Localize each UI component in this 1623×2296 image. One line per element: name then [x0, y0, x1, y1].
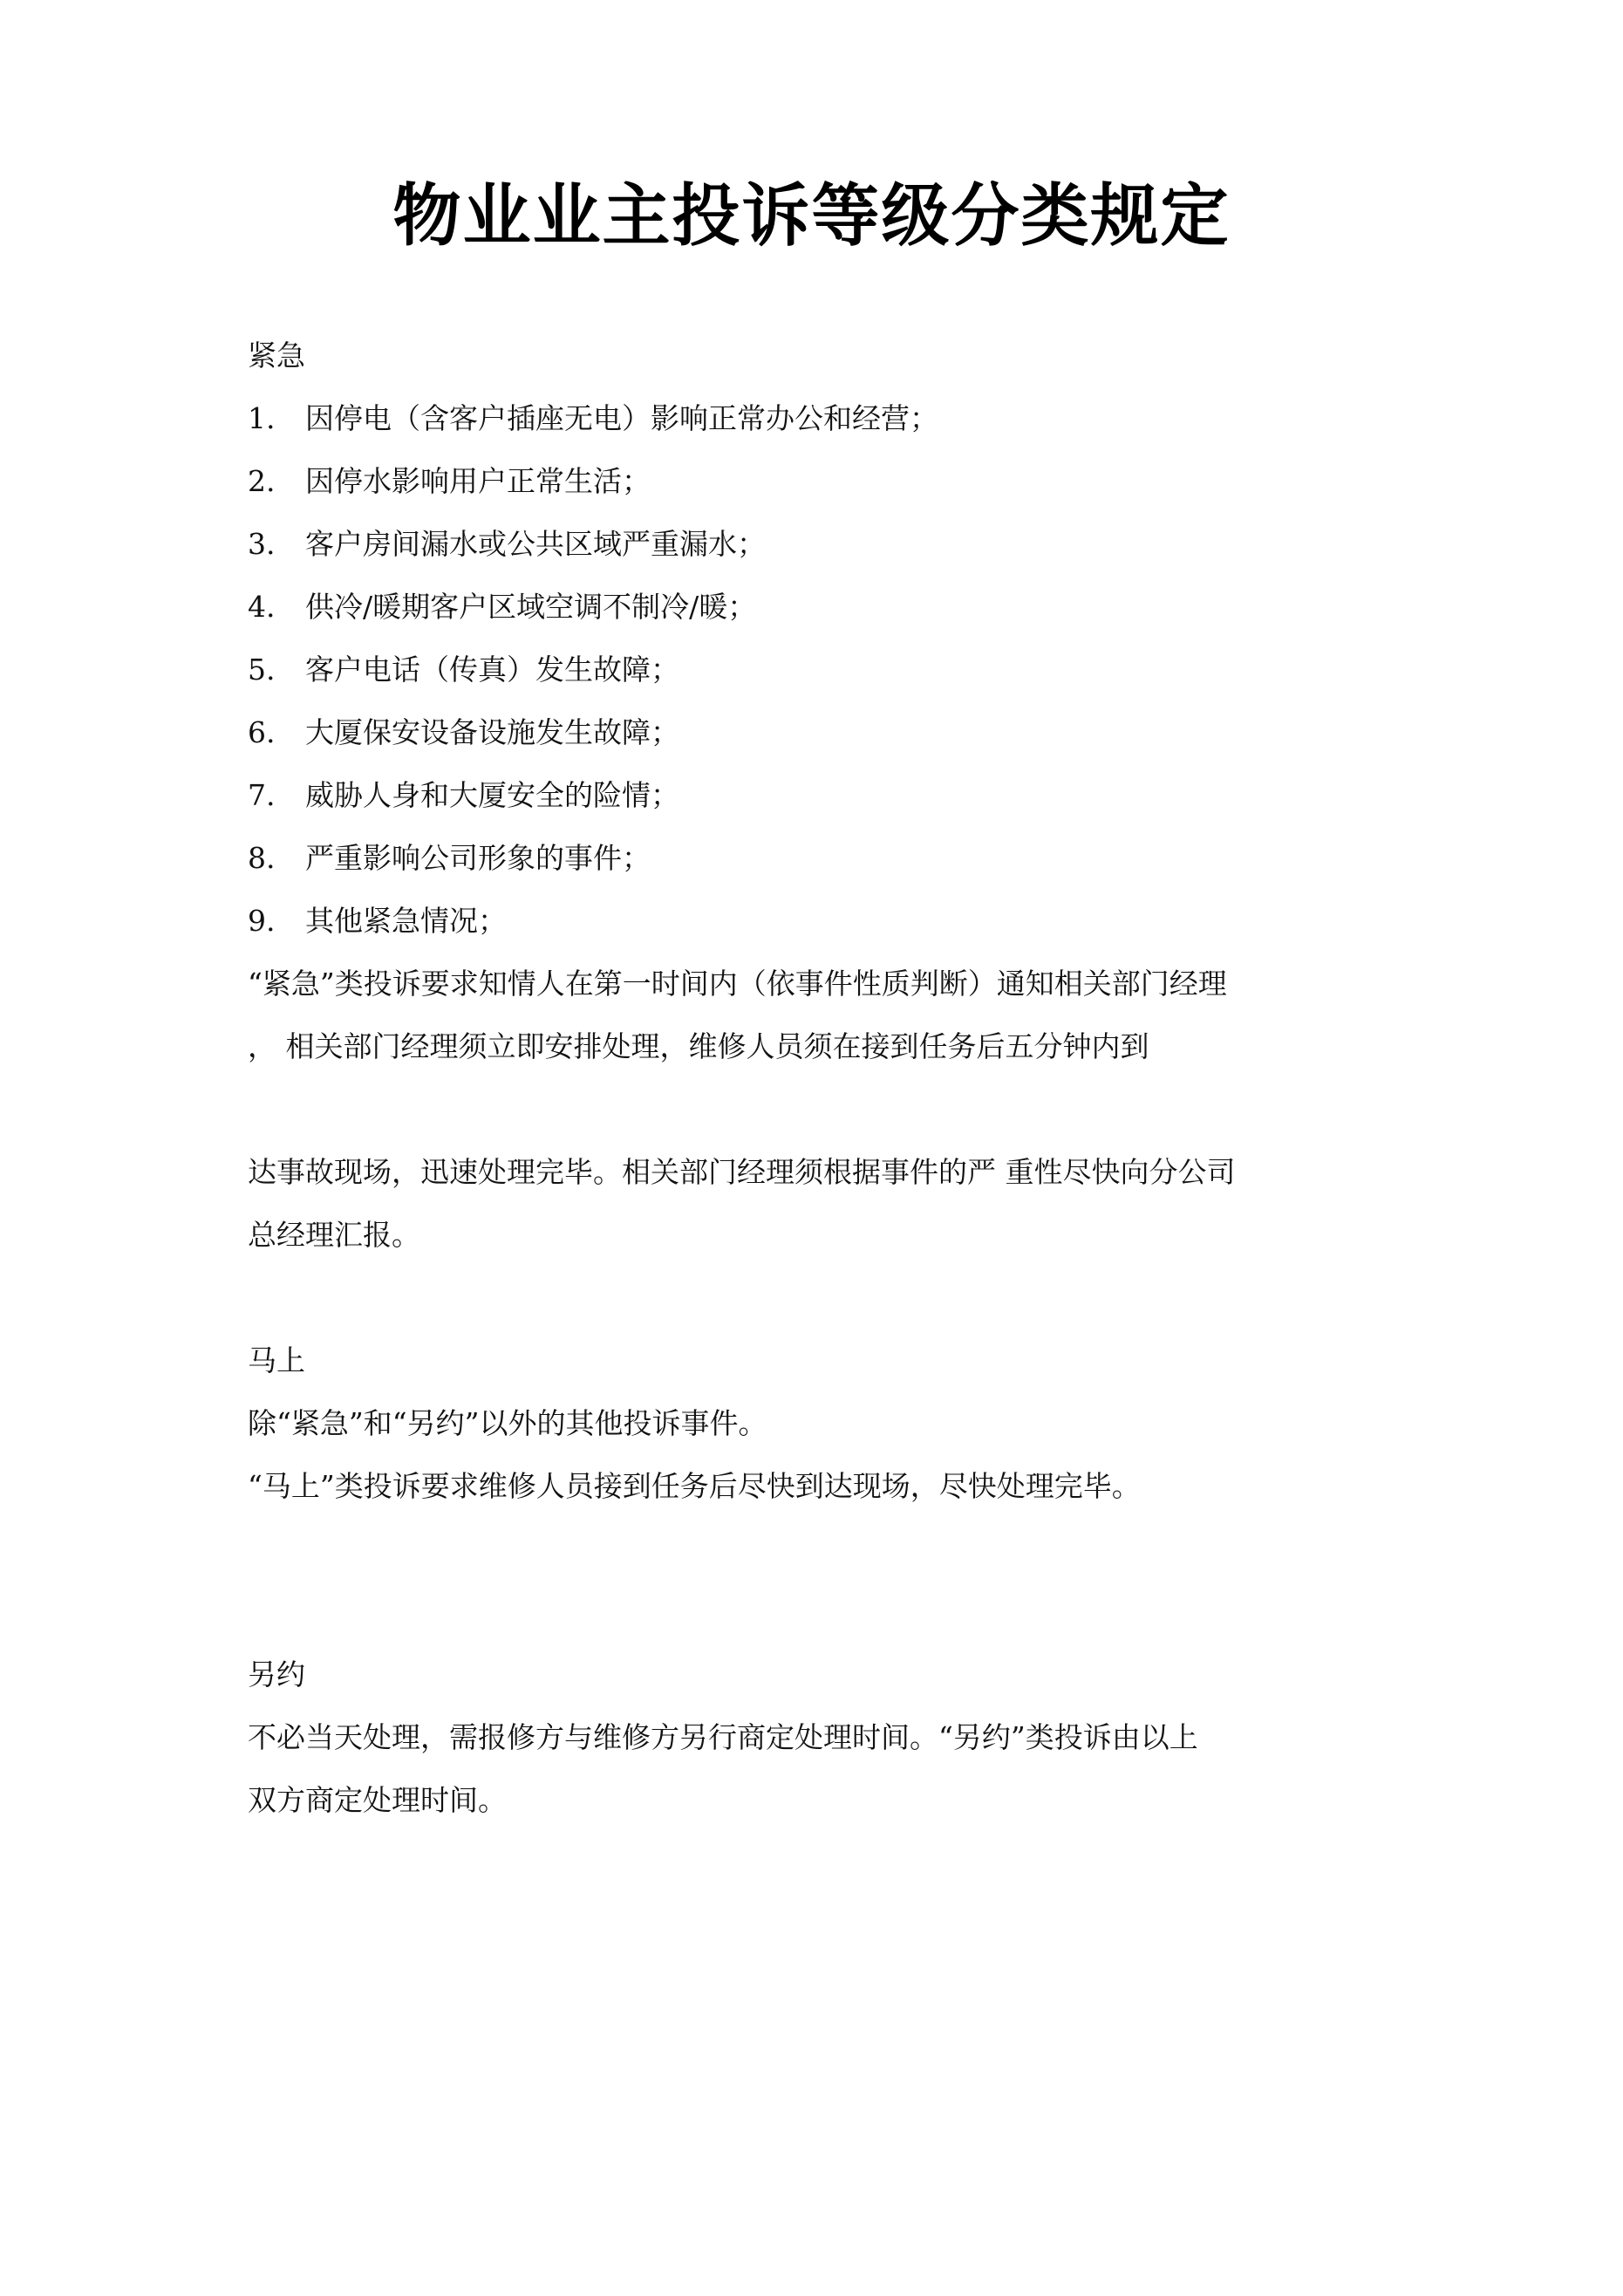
list-item — [248, 902, 507, 940]
list-item-text: 威胁人身和大厦安全的险情； — [305, 778, 679, 812]
section-heading-urgent: 紧急 — [248, 338, 305, 372]
list-item-number: 7. — [248, 778, 276, 812]
paragraph-line: 达事故现场，迅速处理完毕。相关部门经理须根据事件的严 重性尽快向分公司 — [248, 1155, 1236, 1189]
list-item-text: 因停电（含客户插座无电）影响正常办公和经营； — [305, 401, 938, 435]
list-item-number: 9. — [248, 904, 276, 938]
list-item — [248, 400, 938, 438]
list-item-text: 客户房间漏水或公共区域严重漏水； — [305, 527, 766, 561]
paragraph-line: 双方商定处理时间。 — [248, 1783, 507, 1817]
list-item-number: 1. — [248, 401, 276, 435]
paragraph-line: “紧急”类投诉要求知情人在第一时间内（依事件性质判断）通知相关部门经理 — [248, 967, 1227, 1001]
section-heading-immediate: 马上 — [248, 1343, 305, 1377]
paragraph-line: 除“紧急”和“另约”以外的其他投诉事件。 — [248, 1406, 767, 1440]
list-item — [248, 776, 679, 815]
list-item-text: 客户电话（传真）发生故障； — [305, 653, 679, 687]
list-item-number: 8. — [248, 841, 276, 875]
list-item — [248, 525, 766, 564]
list-item-text: 供冷/暖期客户区域空调不制冷/暖； — [305, 590, 757, 624]
list-item-number: 5. — [248, 653, 276, 687]
list-item-text: 严重影响公司形象的事件； — [305, 841, 651, 875]
list-item-text: 其他紧急情况； — [305, 904, 507, 938]
list-item — [248, 839, 651, 878]
list-item-text: 因停水影响用户正常生活； — [305, 464, 651, 498]
list-item-number: 4. — [248, 590, 276, 624]
paragraph-line: ， 相关部门经理须立即安排处理，维修人员须在接到任务后五分钟内到 — [248, 1029, 1149, 1063]
list-item-number: 2. — [248, 464, 276, 498]
list-item — [248, 714, 679, 752]
list-item — [248, 651, 679, 689]
section-heading-appointment: 另约 — [248, 1657, 305, 1691]
paragraph-line: 总经理汇报。 — [248, 1218, 420, 1252]
list-item-text: 大厦保安设备设施发生故障； — [305, 715, 679, 749]
paragraph-line: “马上”类投诉要求维修人员接到任务后尽快到达现场，尽快处理完毕。 — [248, 1469, 1141, 1503]
list-item-number: 6. — [248, 715, 276, 749]
document-title: 物业业主投诉等级分类规定 — [392, 177, 1231, 256]
paragraph-line: 不必当天处理，需报修方与维修方另行商定处理时间。“另约”类投诉由以上 — [248, 1720, 1198, 1754]
list-item — [248, 462, 651, 501]
list-item — [248, 588, 756, 626]
list-item-number: 3. — [248, 527, 276, 561]
